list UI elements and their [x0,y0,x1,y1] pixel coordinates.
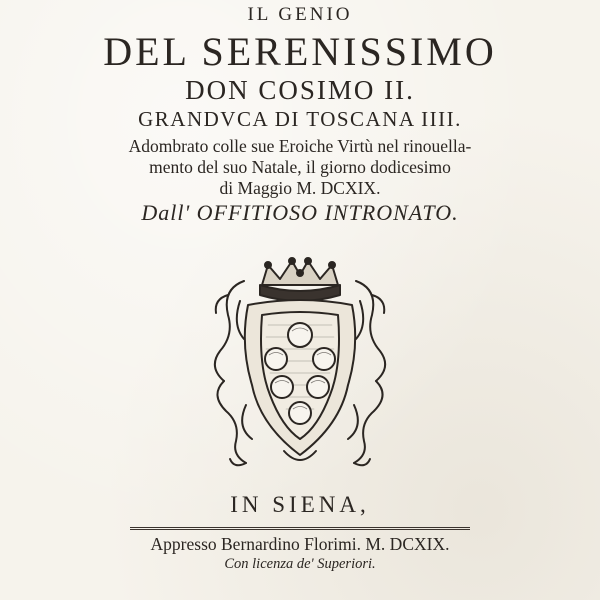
dedication-line-2: mento del suo Natale, il giorno dodicesimo [149,157,451,177]
coat-of-arms-drawing [200,255,400,475]
dedication-line-3: di Maggio M. DCXIX. [219,178,381,198]
imprint-place: IN SIENA, [230,492,370,517]
dedication-line-1: Adombrato colle sue Eroiche Virtù nel rinouella- [128,136,472,156]
title-line-il-genio: IL GENIO [247,4,353,25]
medici-coat-of-arms-icon [200,255,400,475]
author-line: Dall' OFFITIOSO INTRONATO. [141,200,459,225]
imprint-rule-thin [130,529,470,530]
imprint-printer: Appresso Bernardino Florimi. M. DCXIX. [150,534,450,554]
imprint-rule [130,527,470,528]
title-line-del-serenissimo: DEL SERENISSIMO [103,29,497,74]
title-line-don-cosimo: DON COSIMO II. [185,75,415,105]
imprint-license: Con licenza de' Superiori. [224,556,376,572]
title-line-granduca: GRANDVCA DI TOSCANA IIII. [138,107,462,131]
